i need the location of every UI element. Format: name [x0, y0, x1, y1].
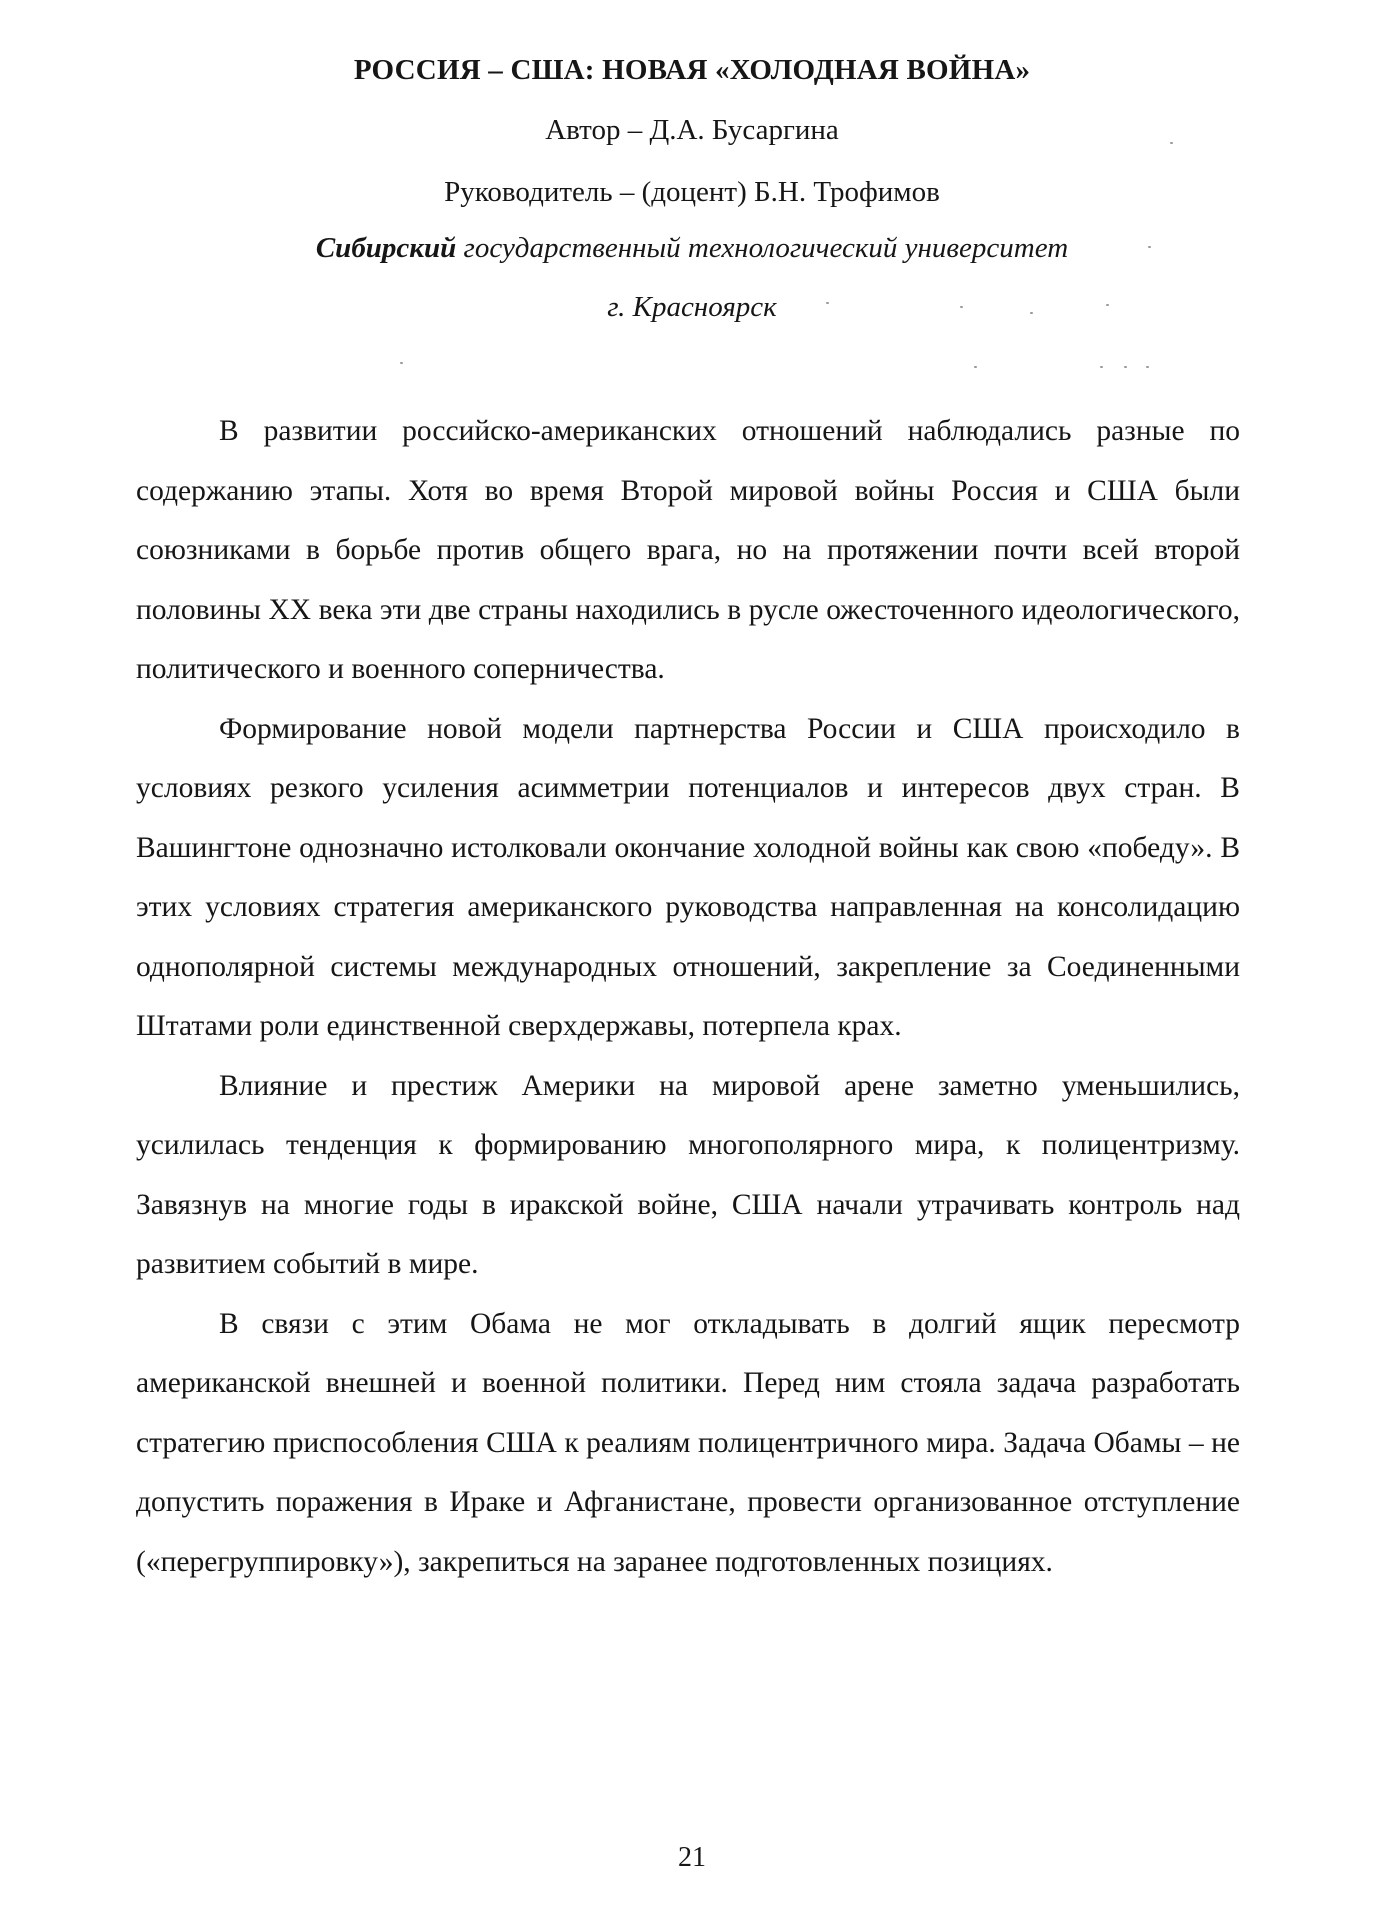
scan-speck: [1148, 246, 1151, 248]
scan-speck: [1124, 366, 1127, 368]
document-title: РОССИЯ – США: НОВАЯ «ХОЛОДНАЯ ВОЙНА»: [353, 54, 1031, 86]
body-text: [136, 402, 1240, 1592]
city-line: г. Красноярск: [607, 291, 777, 323]
scan-speck: [1100, 366, 1103, 368]
scan-speck: [1170, 142, 1173, 144]
scan-speck: [1106, 304, 1109, 306]
scan-speck: [1030, 312, 1033, 314]
paragraph-2: Формирование новой модели партнерства России и США происходило в условиях резкого усиления асимметрии потенциалов и интересов двух стран. В Вашингтоне однозначно истолковали окончание холодной войны как свою «победу». В этих условиях стратегия американского руководства направленная на консолидацию однополярной системы международных отношений, закрепление за Соединенными Штатами роли единственной сверхдержавы, потерпела крах.: [136, 712, 1240, 1042]
university-rest: государственный технологический университет: [456, 232, 1069, 264]
scan-speck: [1146, 366, 1149, 368]
scan-speck: [960, 306, 963, 308]
scan-speck: [400, 362, 403, 364]
paragraph-4: В связи с этим Обама не мог откладывать в долгий ящик пересмотр американской внешней и военной политики. Перед ним стояла задача разработать стратегию приспособления США к реалиям полицентричного мира. Задача Обамы – не допустить поражения в Ираке и Афганистане, провести организованное отступление («перегруппировку»), закрепиться на заранее подготовленных позициях.: [136, 1307, 1240, 1578]
scan-speck: [826, 302, 829, 304]
page-number: 21: [678, 1842, 706, 1873]
supervisor-line: Руководитель – (доцент) Б.Н. Трофимов: [444, 176, 940, 208]
university-line: [0, 228, 1384, 268]
university-first-word: Сибирский: [315, 232, 457, 264]
author-line: Автор – Д.А. Бусаргина: [545, 114, 839, 146]
scan-speck: [974, 366, 977, 368]
paragraph-3: Влияние и престиж Америки на мировой арене заметно уменьшились, усилилась тенденция к формированию многополярного мира, к полицентризму. Завязнув на многие годы в иракской войне, США начали утрачивать контроль над развитием событий в мире.: [136, 1069, 1240, 1280]
paragraph-1: В развитии российско-американских отношений наблюдались разные по содержанию этапы. Хотя во время Второй мировой войны Россия и США были союзниками в борьбе против общего врага, но на протяжении почти всей второй половины XX века эти две страны находились в русле ожесточенного идеологического, политического и военного соперничества.: [136, 415, 1240, 685]
